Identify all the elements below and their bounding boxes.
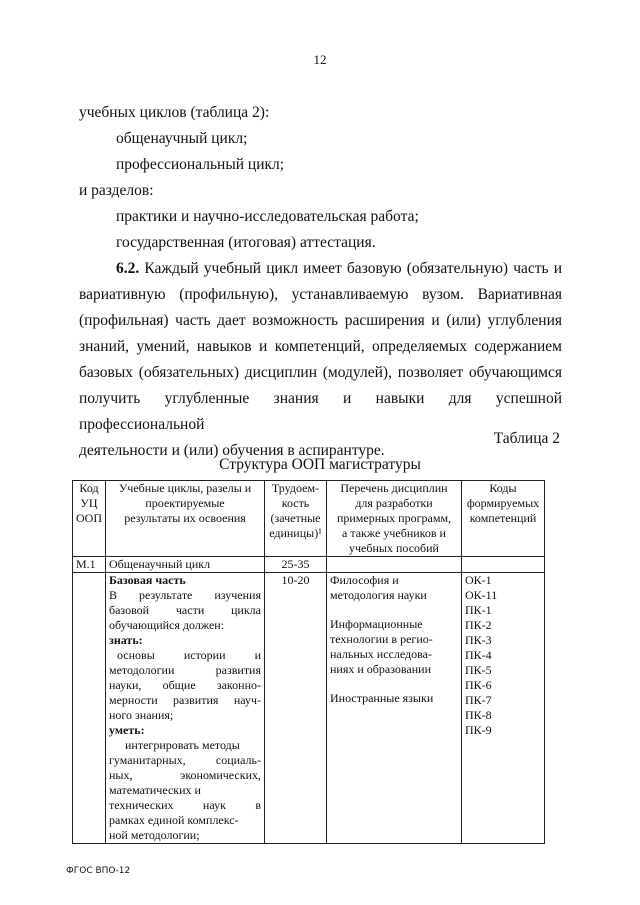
cell-line: основы истории и [117, 648, 261, 662]
footer-label: ФГОС ВПО-12 [66, 866, 131, 876]
row-competences [462, 573, 545, 844]
header-line: Учебные циклы, разелы и [118, 481, 252, 495]
cycle-item: общенаучный цикл; [116, 130, 248, 147]
discipline-line: методология науки [330, 588, 427, 602]
paragraph-line: деятельности и (или) обучения в аспирантуре. [79, 442, 385, 459]
cell-line: методологии развития [109, 663, 261, 677]
cell-line: математических и [109, 783, 201, 797]
discipline-line: Иностранные языки [330, 691, 434, 705]
discipline-line: технологии в регио- [330, 632, 433, 646]
header-line: компетенций [469, 511, 537, 525]
cell-line: базовой части цикла [109, 603, 261, 617]
paragraph-text: Каждый учебный цикл имеет базовую (обязательную) часть и [144, 260, 562, 277]
cell-line: ной методологии; [109, 828, 200, 842]
discipline-line: ниях и образовании [330, 662, 431, 676]
table-row [73, 573, 545, 844]
row-labor: 25-35 [265, 557, 327, 573]
cell-line: обучающийся должен: [109, 618, 225, 632]
row-labor: 10-20 [265, 573, 327, 844]
header-line: Коды [489, 481, 517, 495]
row-code [73, 573, 106, 844]
row-competences [462, 557, 545, 573]
section-item: государственная (итоговая) аттестация. [116, 234, 376, 251]
table-title: Структура ООП магистратуры [219, 456, 421, 473]
spacer [330, 603, 458, 617]
header-line: Перечень дисциплин [340, 481, 448, 495]
competence-code: ПК-9 [465, 723, 492, 737]
paragraph-line: получить углубленные знания и навыки для успешной профессиональной [79, 390, 562, 433]
header-line: проектируемые [145, 496, 225, 510]
base-title: Базовая часть [109, 573, 186, 587]
paragraph-line [79, 256, 562, 282]
cell-line: науки, общие законно- [109, 678, 261, 692]
paragraph-line: вариативную (профильную), устанавливаемую вузом. Вариативная [79, 286, 562, 303]
row-name: Общенаучный цикл [106, 557, 265, 573]
paragraph-line: (профильная) часть дает возможность расширения и (или) углубления [79, 312, 562, 329]
header-line: кость [281, 496, 310, 510]
discipline-line: нальных исследова- [330, 647, 432, 661]
competence-code: ПК-7 [465, 693, 492, 707]
row-code: М.1 [73, 557, 106, 573]
cell-line: интегрировать методы [125, 738, 240, 752]
header-line: результаты их освоения [124, 511, 246, 525]
header-labor [265, 481, 327, 557]
cell-line: гуманитарных, социаль- [109, 753, 261, 767]
cell-line: технических наук в [109, 798, 261, 812]
competence-code: ПК-3 [465, 633, 492, 647]
intro-line: учебных циклов (таблица 2): [79, 104, 270, 121]
row-content [106, 573, 265, 844]
table-row [73, 557, 545, 573]
paragraph-number: 6.2. [116, 260, 140, 277]
header-disciplines [327, 481, 462, 557]
header-line: (зачетные [270, 511, 321, 525]
competence-code: ПК-5 [465, 663, 492, 677]
row-disciplines [327, 573, 462, 844]
page-number: 12 [313, 52, 327, 67]
cell-line: В результате изучения [109, 588, 261, 602]
cell-line: рамках единой комплекс- [109, 813, 239, 827]
cell-line: ных, экономических, [109, 768, 261, 782]
competence-code: ПК-2 [465, 618, 492, 632]
header-line: формируемых [466, 496, 540, 510]
header-competences [462, 481, 545, 557]
header-line: Трудоем- [271, 481, 320, 495]
cell-line: мерности развития науч- [109, 693, 261, 707]
know-heading: знать: [109, 633, 143, 647]
header-code [73, 481, 106, 557]
intro-block [79, 100, 562, 464]
header-line: для разработки [355, 496, 433, 510]
header-line: примерных программ, [336, 511, 452, 525]
header-line: Код [79, 481, 99, 495]
header-line: УЦ [80, 496, 98, 510]
spacer [330, 677, 458, 691]
header-cycles [106, 481, 265, 557]
table-header-row [73, 481, 545, 557]
section-item: практики и научно-исследовательская работа; [116, 208, 419, 225]
discipline-line: Информационные [330, 617, 423, 631]
cell-line: ного знания; [109, 708, 174, 722]
competence-code: ОК-11 [465, 588, 498, 602]
paragraph-line: базовых (обязательных) дисциплин (модулей), позволяет обучающимся [79, 364, 562, 381]
structure-table [72, 480, 545, 844]
paragraph-line: знаний, умений, навыков и компетенций, определяемых содержанием [79, 338, 562, 355]
competence-code: ОК-1 [465, 573, 492, 587]
competence-code: ПК-1 [465, 603, 492, 617]
header-line: а также учебников и [342, 526, 446, 540]
can-heading: уметь: [109, 723, 145, 737]
header-line: ООП [76, 511, 102, 525]
row-disciplines [327, 557, 462, 573]
competence-code: ПК-6 [465, 678, 492, 692]
header-line: единицы)¹ [269, 526, 322, 540]
sections-intro: и разделов: [79, 182, 154, 199]
competence-code: ПК-8 [465, 708, 492, 722]
header-line: учебных пособий [349, 541, 439, 555]
cycle-item: профессиональный цикл; [116, 156, 285, 173]
competence-code: ПК-4 [465, 648, 492, 662]
discipline-line: Философия и [330, 573, 399, 587]
table-label: Таблица 2 [493, 430, 560, 447]
